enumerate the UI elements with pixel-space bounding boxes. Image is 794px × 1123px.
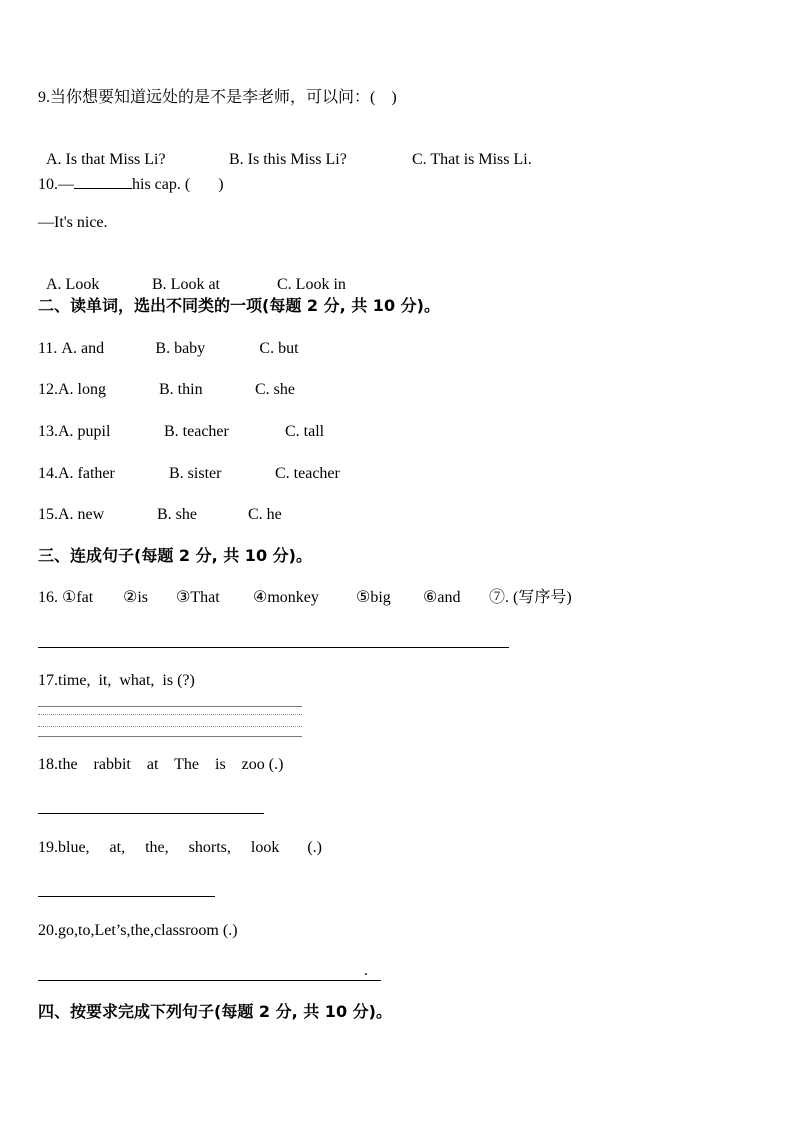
question-11 [38, 339, 299, 359]
option-c: C. she [255, 381, 295, 398]
option-b: B. baby [155, 340, 206, 357]
word-6: ⑥and [423, 589, 461, 606]
option-b: B. sister [169, 465, 222, 482]
question-9-stem: 9.当你想要知道远处的是不是李老师，可以问：( ) [38, 89, 397, 106]
question-9-option-c: C. That is Miss Li. [412, 151, 532, 168]
question-20-end-period: . [364, 962, 368, 979]
question-number: 16. [38, 589, 62, 606]
question-number: 12. [38, 381, 58, 398]
question-15 [38, 505, 282, 525]
answer-line-18[interactable] [38, 813, 264, 814]
option-c: C. tall [285, 423, 325, 440]
option-a: A. and [61, 340, 105, 357]
option-c: C. but [259, 340, 299, 357]
question-16 [38, 588, 572, 608]
question-10-option-b: B. Look at [152, 276, 220, 293]
question-13 [38, 422, 324, 442]
answer-line-16[interactable] [38, 647, 509, 648]
question-10-suffix: his cap. ( ) [132, 176, 224, 193]
answer-line-19[interactable] [38, 896, 215, 897]
question-10-prefix: 10.— [38, 176, 74, 193]
question-9-option-a: A. Is that Miss Li? [46, 151, 166, 168]
option-a: A. pupil [58, 423, 111, 440]
section-3-heading: 三、连成句子(每题 2 分, 共 10 分)。 [38, 546, 312, 565]
question-number: 14. [38, 465, 58, 482]
word-2: ②is [123, 589, 149, 606]
word-3: ③That [176, 589, 220, 606]
question-9-options [38, 130, 532, 170]
option-b: B. teacher [164, 423, 229, 440]
option-a: A. long [58, 381, 106, 398]
option-b: B. she [157, 506, 197, 523]
section-4-heading: 四、按要求完成下列句子(每题 2 分, 共 10 分)。 [38, 1002, 392, 1021]
question-10-options [38, 255, 346, 295]
question-14 [38, 464, 340, 484]
question-number: 13. [38, 423, 58, 440]
question-17: 17.time, it, what, is (?) [38, 672, 195, 689]
option-b: B. thin [159, 381, 203, 398]
writing-line-17-top[interactable] [38, 706, 302, 707]
question-19: 19.blue, at, the, shorts, look (.) [38, 839, 322, 856]
question-number: 11. [38, 340, 62, 357]
section-2-heading: 二、读单词，选出不同类的一项(每题 2 分, 共 10 分)。 [38, 296, 440, 315]
option-a: A. father [58, 465, 115, 482]
question-18: 18.the rabbit at The is zoo (.) [38, 756, 284, 773]
answer-line-20[interactable] [38, 980, 381, 981]
question-number: 15. [38, 506, 58, 523]
question-10-option-a: A. Look [46, 276, 100, 293]
writing-line-17-dotted-2 [38, 726, 302, 727]
question-10-reply: —It's nice. [38, 214, 108, 231]
question-10-stem [38, 172, 224, 195]
word-1: ①fat [62, 589, 94, 606]
option-a: A. new [58, 506, 105, 523]
question-20: 20.go,to,Let’s,the,classroom (.) [38, 922, 238, 939]
question-12 [38, 380, 295, 400]
writing-line-17-dotted-1 [38, 714, 302, 715]
word-7: ⑦. (写序号) [489, 589, 572, 606]
word-4: ④monkey [253, 589, 319, 606]
word-5: ⑤big [356, 589, 391, 606]
question-10-blank [74, 172, 132, 189]
question-9-option-b: B. Is this Miss Li? [229, 151, 347, 168]
question-10-option-c: C. Look in [277, 276, 346, 293]
writing-line-17-bottom [38, 736, 302, 737]
option-c: C. teacher [275, 465, 340, 482]
option-c: C. he [248, 506, 282, 523]
